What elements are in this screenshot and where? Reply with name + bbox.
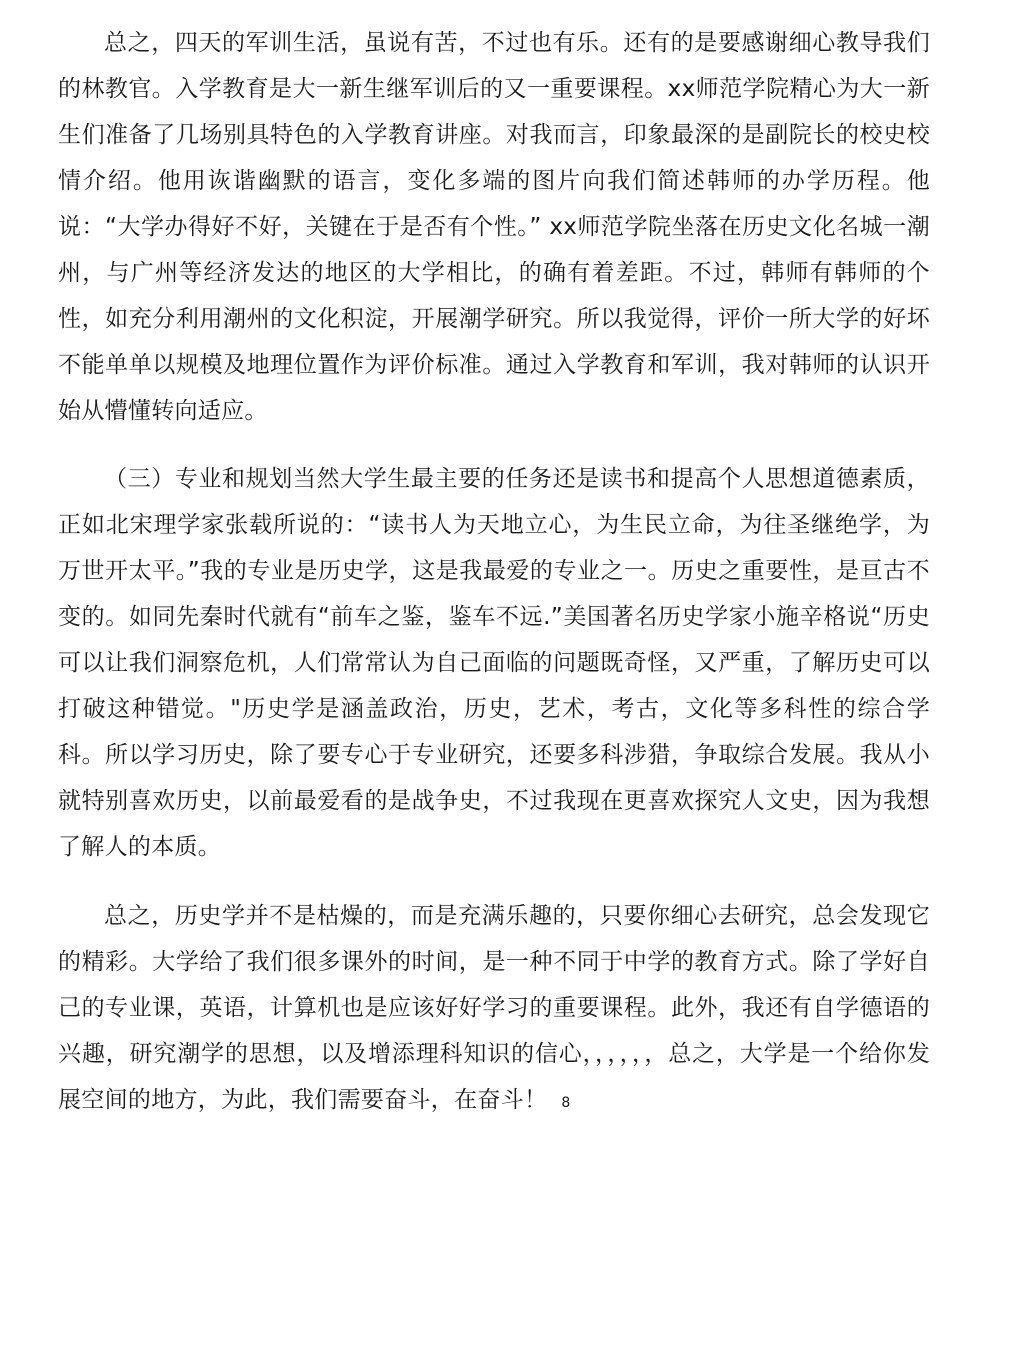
paragraph-2: （三）专业和规划当然大学生最主要的任务还是读书和提高个人思想道德素质，正如北宋理学家张载所说的：“读书人为天地立心，为生民立命，为往圣继绝学，为万世开太平。”我的专业是历史学，这是我最爱的专业之一。历史之重要性，是亘古不变的。如同先秦时代就有“前车之鉴，鉴车不远.”美国著名历史学家小施辛格说“历史可以让我们洞察危机，人们常常认为自己面临的问题既奇怪，又严重，了解历史可以打破这种错觉。"历史学是涵盖政治，历史，艺术，考古，文化等多科性的综合学科。所以学习历史，除了要专心于专业研究，还要多科涉猎，争取综合发展。我从小就特别喜欢历史，以前最爱看的是战争史，不过我现在更喜欢探究人文史，因为我想了解人的本质。 xyxy=(58,466,930,860)
page-number: 8 xyxy=(561,1095,571,1111)
paragraph-1: 总之，四天的军训生活，虽说有苦，不过也有乐。还有的是要感谢细心教导我们的林教官。入学教育是大一新生继军训后的又一重要课程。xx师范学院精心为大一新生们准备了几场别具特色的入学教育讲座。对我而言，印象最深的是副院长的校史校情介绍。他用诙谐幽默的语言，变化多端的图片向我们简述韩师的办学历程。他说：“大学办得好不好，关键在于是否有个性。” xx师范学院坐落在历史文化名城一潮州，与广州等经济发达的地区的大学相比，的确有着差距。不过，韩师有韩师的个性，如充分利用潮州的文化积淀，开展潮学研究。所以我觉得，评价一所大学的好坏不能单单以规模及地理位置作为评价标准。通过入学教育和军训，我对韩师的认识开始从懵懂转向适应。 xyxy=(58,30,930,424)
paragraph-3 xyxy=(58,893,930,1126)
paragraph-3-text: 总之，历史学并不是枯燥的，而是充满乐趣的，只要你细心去研究，总会发现它的精彩。大学给了我们很多课外的时间，是一种不同于中学的教育方式。除了学好自己的专业课，英语，计算机也是应该好好学习的重要课程。此外，我还有自学德语的兴趣，研究潮学的思想，以及增添理科知识的信心，，，，，，总之，大学是一个给你发展空间的地方，为此，我们需要奋斗，在奋斗！ xyxy=(58,903,930,1113)
